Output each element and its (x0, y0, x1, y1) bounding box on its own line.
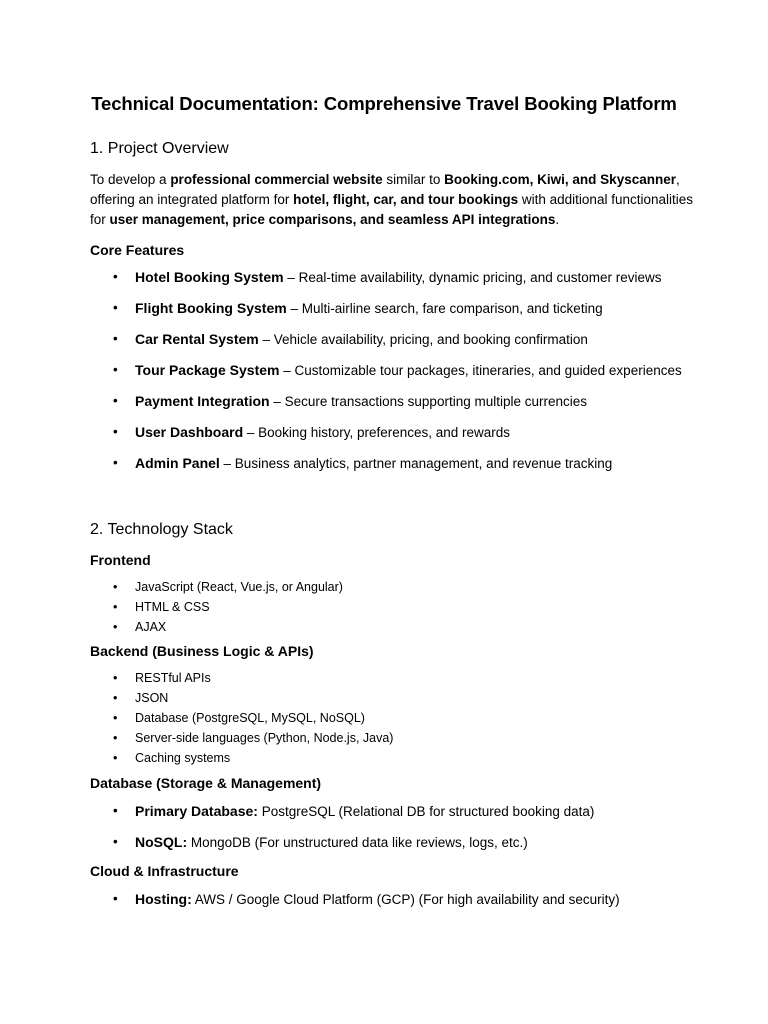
item-name: NoSQL: (135, 834, 188, 850)
list-item (90, 578, 700, 598)
cloud-heading: Cloud & Infrastructure (90, 863, 239, 879)
list-item-text: JavaScript (React, Vue.js, or Angular) (135, 580, 343, 594)
list-item (90, 729, 700, 749)
list-item (90, 669, 700, 689)
feature-name: Flight Booking System (135, 300, 287, 316)
project-overview-heading: 1. Project Overview (90, 140, 229, 157)
bullet-icon: • (113, 691, 118, 705)
intro-text: with additional functionalities for (90, 192, 693, 227)
list-item-text: AJAX (135, 620, 167, 634)
bullet-icon: • (113, 891, 118, 906)
item-desc: MongoDB (For unstructured data like reviews, logs, etc.) (187, 835, 528, 850)
list-item (90, 832, 700, 863)
feature-desc: – Real-time availability, dynamic pricing, and customer reviews (283, 270, 662, 285)
list-item (90, 329, 700, 360)
database-heading: Database (Storage & Management) (90, 775, 322, 791)
bullet-icon: • (113, 580, 118, 594)
bullet-icon: • (113, 751, 118, 765)
list-item (90, 391, 700, 422)
bullet-icon: • (113, 393, 118, 408)
feature-name: Car Rental System (135, 331, 259, 347)
document-body (90, 93, 700, 920)
intro-text: similar to (382, 172, 445, 187)
feature-desc: – Multi-airline search, fare comparison, and ticketing (286, 301, 603, 316)
feature-name: User Dashboard (135, 424, 244, 440)
bullet-icon: • (113, 362, 118, 377)
technology-stack-heading: 2. Technology Stack (90, 521, 233, 538)
list-item (90, 889, 700, 920)
bullet-icon: • (113, 424, 118, 439)
list-item (90, 453, 700, 484)
feature-desc: – Customizable tour packages, itineraries, and guided experiences (279, 363, 682, 378)
bullet-icon: • (113, 455, 118, 470)
list-item-text: Database (PostgreSQL, MySQL, NoSQL) (135, 711, 365, 725)
intro-bold: user management, price comparisons, and seamless API integrations (109, 212, 556, 227)
intro-text: . (555, 212, 560, 227)
bullet-icon: • (113, 671, 118, 685)
database-list (90, 801, 700, 863)
feature-name: Hotel Booking System (135, 269, 284, 285)
intro-text: , offering an integrated platform for (90, 172, 680, 207)
intro-bold: Booking.com, Kiwi, and Skyscanner (444, 172, 676, 187)
core-features-list (90, 267, 700, 484)
feature-name: Payment Integration (135, 393, 270, 409)
bullet-icon: • (113, 620, 118, 634)
overview-intro-paragraph (90, 170, 700, 230)
list-item (90, 618, 700, 638)
intro-bold: hotel, flight, car, and tour bookings (293, 192, 519, 207)
feature-desc: – Vehicle availability, pricing, and booking confirmation (258, 332, 588, 347)
frontend-heading: Frontend (90, 552, 151, 568)
core-features-heading: Core Features (90, 242, 185, 258)
bullet-icon: • (113, 731, 118, 745)
item-desc: PostgreSQL (Relational DB for structured booking data) (257, 804, 595, 819)
bullet-icon: • (113, 803, 118, 818)
list-item (90, 598, 700, 618)
list-item (90, 360, 700, 391)
document-title: Technical Documentation: Comprehensive Travel Booking Platform (91, 93, 677, 114)
list-item-text: RESTful APIs (135, 671, 211, 685)
cloud-list (90, 889, 700, 920)
bullet-icon: • (113, 300, 118, 315)
list-item (90, 689, 700, 709)
item-desc: AWS / Google Cloud Platform (GCP) (For high availability and security) (191, 892, 620, 907)
item-name: Primary Database: (135, 803, 258, 819)
feature-desc: – Secure transactions supporting multiple currencies (269, 394, 588, 409)
list-item (90, 267, 700, 298)
bullet-icon: • (113, 269, 118, 284)
backend-list (90, 669, 700, 769)
list-item-text: Server-side languages (Python, Node.js, Java) (135, 731, 394, 745)
list-item-text: JSON (135, 691, 169, 705)
feature-desc: – Business analytics, partner management, and revenue tracking (219, 456, 613, 471)
item-name: Hosting: (135, 891, 192, 907)
list-item (90, 298, 700, 329)
backend-heading: Backend (Business Logic & APIs) (90, 643, 314, 659)
list-item (90, 749, 700, 769)
frontend-list (90, 578, 700, 638)
list-item-text: Caching systems (135, 751, 231, 765)
feature-desc: – Booking history, preferences, and rewards (243, 425, 511, 440)
bullet-icon: • (113, 600, 118, 614)
list-item (90, 422, 700, 453)
bullet-icon: • (113, 711, 118, 725)
bullet-icon: • (113, 331, 118, 346)
list-item-text: HTML & CSS (135, 600, 210, 614)
list-item (90, 801, 700, 832)
feature-name: Admin Panel (135, 455, 220, 471)
feature-name: Tour Package System (135, 362, 280, 378)
bullet-icon: • (113, 834, 118, 849)
list-item (90, 709, 700, 729)
intro-text: To develop a (90, 172, 171, 187)
intro-bold: professional commercial website (170, 172, 383, 187)
